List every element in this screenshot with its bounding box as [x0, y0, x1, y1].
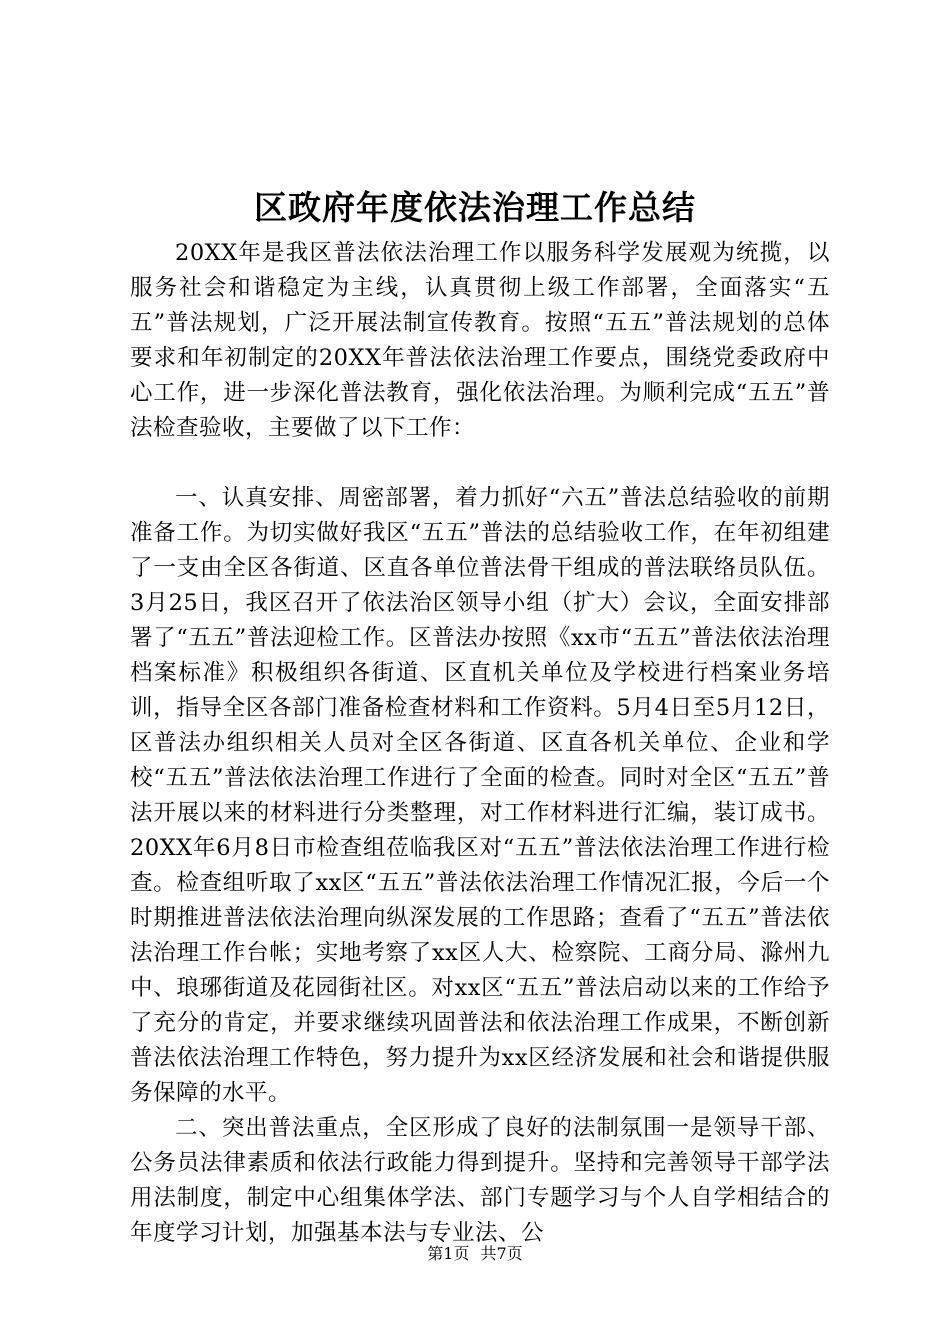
page-total: 共7页	[480, 1244, 523, 1263]
document-body	[130, 236, 830, 1251]
page-number: 第1页	[427, 1244, 470, 1263]
page-footer	[0, 1242, 950, 1266]
paragraph-intro: 20XX年是我区普法依法治理工作以服务科学发展观为统揽，以服务社会和谐稳定为主线，认真贯彻上级工作部署，全面落实“五五”普法规划，广泛开展法制宣传教育。按照“五五”普法规划的总体要求和年初制定的20XX年普法依法治理工作要点，围绕党委政府中心工作，进一步深化普法教育，强化依法治理。为顺利完成“五五”普法检查验收，主要做了以下工作：	[130, 240, 830, 441]
paragraph-section-one: 一、认真安排、周密部署，着力抓好“六五”普法总结验收的前期准备工作。为切实做好我区“五五”普法的总结验收工作，在年初组建了一支由全区各街道、区直各单位普法骨干组成的普法联络员队伍。3月25日，我区召开了依法治区领导小组（扩大）会议，全面安排部署了“五五”普法迎检工作。区普法办按照《xx市“五五”普法依法治理档案标准》积极组织各街道、区直机关单位及学校进行档案业务培训，指导全区各部门准备检查材料和工作资料。5月4日至5月12日，区普法办组织相关人员对全区各街道、区直各机关单位、企业和学校“五五”普法依法治理工作进行了全面的检查。同时对全区“五五”普法开展以来的材料进行分类整理，对工作材料进行汇编，装订成书。20XX年6月8日市检查组莅临我区对“五五”普法依法治理工作进行检查。检查组听取了xx区“五五”普法依法治理工作情况汇报，今后一个时期推进普法依法治理向纵深发展的工作思路；查看了“五五”普法依法治理工作台帐；实地考察了xx区人大、检察院、工商分局、滁州九中、琅琊街道及花园街社区。对xx区“五五”普法启动以来的工作给予了充分的肯定，并要求继续巩固普法和依法治理工作成果，不断创新普法依法治理工作特色，努力提升为xx区经济发展和社会和谐提供服务保障的水平。	[130, 485, 830, 1106]
paragraph-section-two: 二、突出普法重点，全区形成了良好的法制氛围一是领导干部、公务员法律素质和依法行政能力得到提升。坚持和完善领导干部学法用法制度，制定中心组集体学法、部门专题学习与个人自学相结合的年度学习计划，加强基本法与专业法、公	[130, 1115, 830, 1246]
paragraph-spacer	[130, 446, 830, 481]
document-title: 区政府年度依法治理工作总结	[254, 188, 696, 227]
